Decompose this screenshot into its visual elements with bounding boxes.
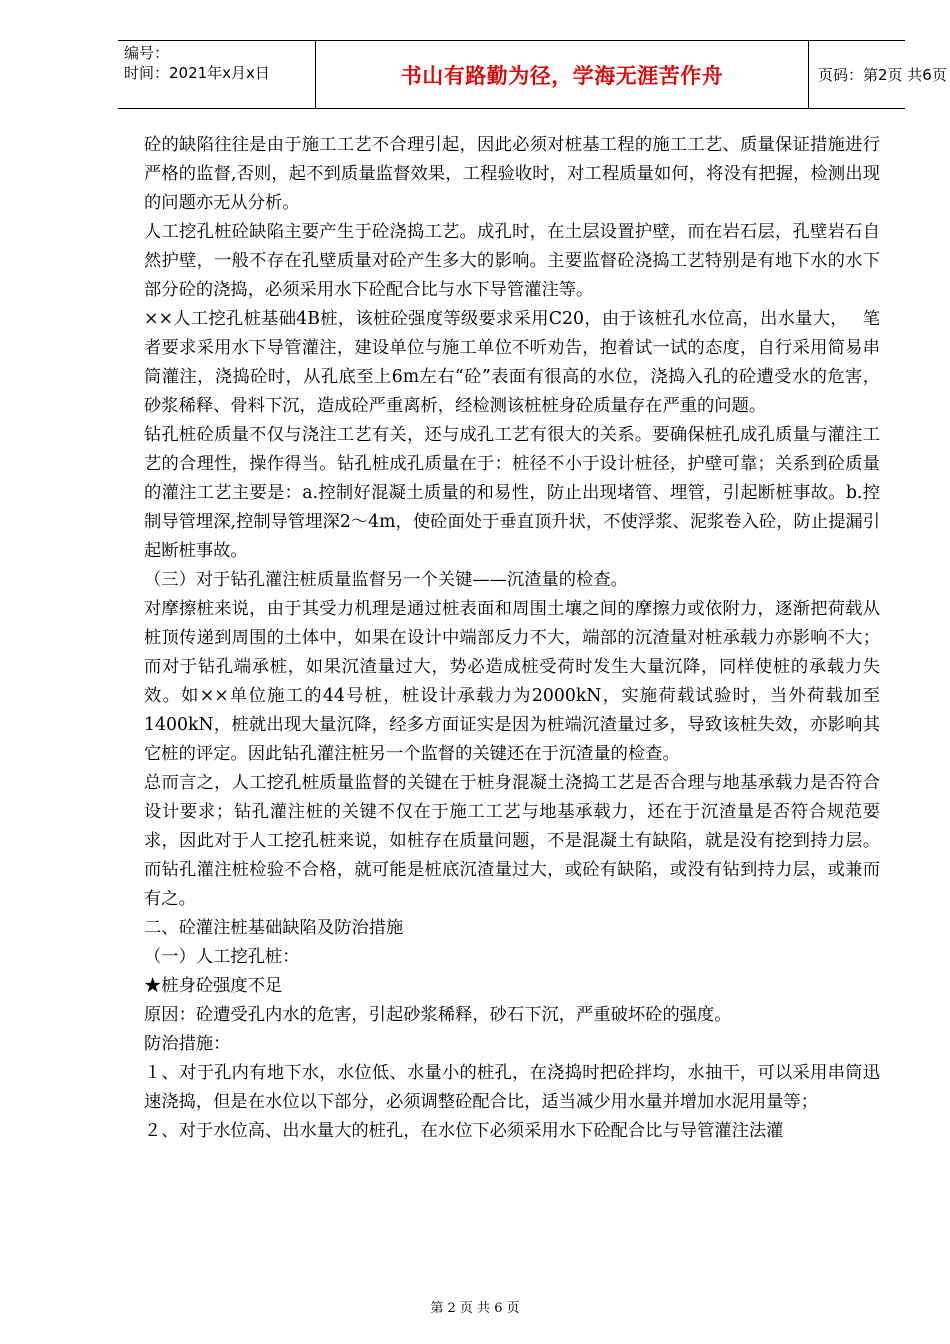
- body-paragraph: 人工挖孔桩砼缺陷主要产生于砼浇捣工艺。成孔时，在土层设置护壁，而在岩石层，孔壁岩石自然护壁，一般不存在孔壁质量对砼产生多大的影响。主要监督砼浇捣工艺特别是有地下水的水下部分砼的浇捣，必须采用水下砼配合比与水下导管灌注等。: [144, 222, 880, 300]
- body-paragraph: ××人工挖孔桩基础4B桩，该桩砼强度等级要求采用C20，由于该桩孔水位高，出水量大， 笔者要求采用水下导管灌注，建设单位与施工单位不听劝告，抱着试一试的态度，自行采用简易串筒灌注，浇捣砼时，从孔底至上6m左右“砼”表面有很高的水位，浇捣入孔的砼遭受水的危害，砂浆稀释、骨料下沉，造成砼严重离析，经检测该桩桩身砼质量存在严重的问题。: [144, 309, 880, 416]
- measures-label: 防治措施：: [144, 1034, 231, 1054]
- measure-item: １、对于孔内有地下水，水位低、水量小的桩孔，在浇捣时把砼拌均，水抽干，可以采用串筒迅速浇捣，但是在水位以下部分，必须调整砼配合比，适当减少用水量并增加水泥用量等；: [144, 1063, 880, 1112]
- section-heading: 二、砼灌注桩基础缺陷及防治措施: [144, 918, 404, 938]
- header-motto: 书山有路勤为径，学海无涯苦作舟: [400, 64, 724, 88]
- page-header: [118, 40, 947, 109]
- measure-item: ２、对于水位高、出水量大的桩孔，在水位下必须采用水下砼配合比与导管灌注法灌: [144, 1121, 784, 1141]
- body-paragraph: 对摩擦桩来说，由于其受力机理是通过桩表面和周围土壤之间的摩擦力或依附力，逐渐把荷载从桩顶传递到周围的土体中，如果在设计中端部反力不大，端部的沉渣量对桩承载力亦影响不大；而对于钻孔端承桩，如果沉渣量过大，势必造成桩受荷时发生大量沉降，同样使桩的承载力失效。如××单位施工的44号桩，桩设计承载力为2000kN，实施荷载试验时，当外荷载加至1400kN，桩就出现大量沉降，经多方面证实是因为桩端沉渣量过多，导致该桩失效，亦影响其它桩的评定。因此钻孔灌注桩另一个监督的关键还在于沉渣量的检查。: [144, 599, 880, 764]
- cause-paragraph: 原因：砼遭受孔内水的危害，引起砂浆稀释，砂石下沉，严重破坏砼的强度。: [144, 1005, 732, 1025]
- document-body: [144, 131, 880, 1146]
- header-motto-cell: [315, 41, 809, 108]
- body-paragraph: 总而言之，人工挖孔桩质量监督的关键在于桩身混凝土浇捣工艺是否合理与地基承载力是否符合设计要求；钻孔灌注桩的关键不仅在于施工工艺与地基承载力，还在于沉渣量是否符合规范要求，因此对于人工挖孔桩来说，如桩存在质量问题，不是混凝土有缺陷，就是没有挖到持力层。而钻孔灌注桩检验不合格，就可能是桩底沉渣量过大，或砼有缺陷，或没有钻到持力层，或兼而有之。: [144, 773, 880, 909]
- section-subheading: （一）人工挖孔桩：: [144, 947, 300, 967]
- page-footer: 第 2 页 共 6 页: [430, 1301, 520, 1316]
- body-paragraph: 钻孔桩砼质量不仅与浇注工艺有关，还与成孔工艺有很大的关系。要确保桩孔成孔质量与灌注工艺的合理性，操作得当。钻孔桩成孔质量在于：桩径不小于设计桩径，护壁可靠；关系到砼质量的灌注工艺主要是：a.控制好混凝土质量的和易性，防止出现堵管、埋管，引起断桩事故。b.控制导管埋深,控制导管埋深2～4m，使砼面处于垂直顶升状，不使浮浆、泥浆卷入砼，防止提漏引起断桩事故。: [144, 425, 880, 561]
- document-number-label: 编号：: [124, 44, 170, 62]
- header-page-number: 页码：第2页 共6页: [818, 66, 947, 84]
- body-paragraph: 砼的缺陷往往是由于施工工艺不合理引起，因此必须对桩基工程的施工工艺、质量保证措施进行严格的监督,否则，起不到质量监督效果，工程验收时，对工程质量如何，将没有把握，检测出现的问题亦无从分析。: [144, 135, 880, 213]
- document-time-label: 时间：2021年x月x日: [124, 64, 270, 82]
- header-info-cell: [118, 41, 315, 108]
- header-page-cell: [808, 41, 947, 108]
- section-subheading: （三）对于钻孔灌注桩质量监督另一个关键——沉渣量的检查。: [144, 570, 628, 590]
- defect-title: ★桩身砼强度不足: [144, 976, 283, 996]
